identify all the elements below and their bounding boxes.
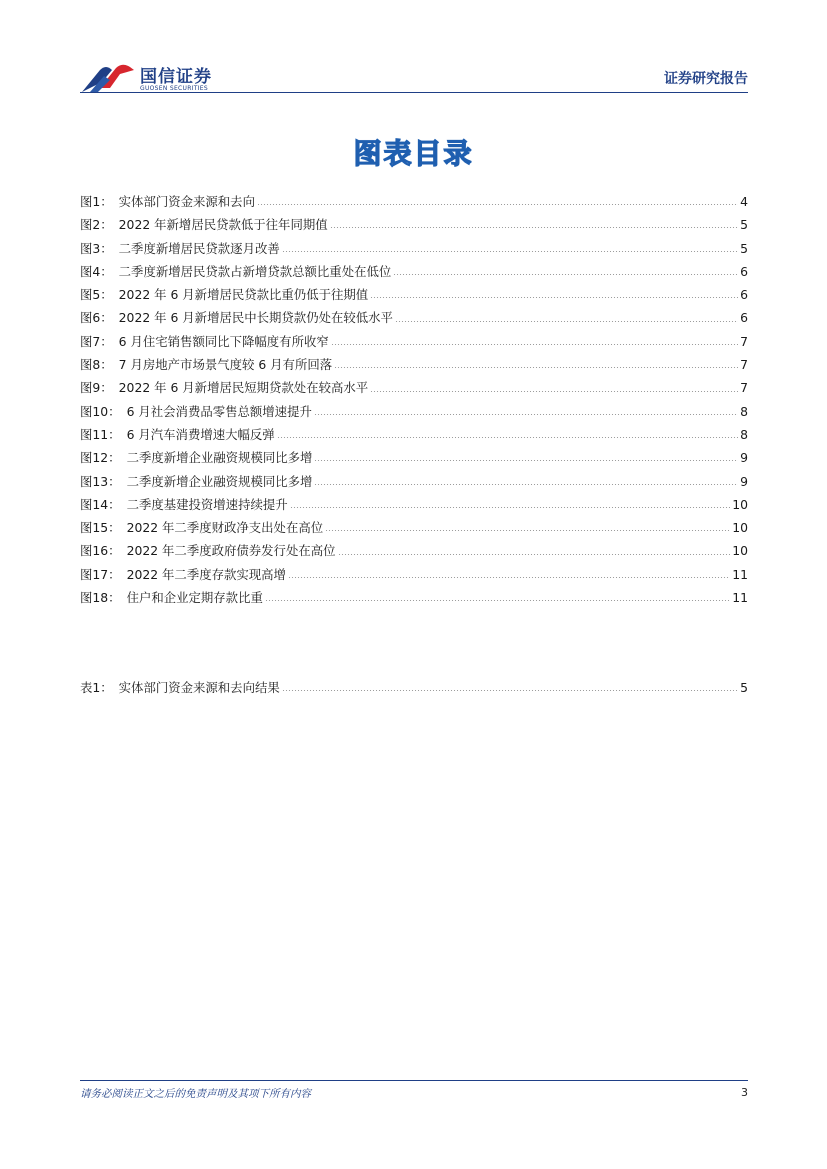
leader-dots: [314, 414, 738, 415]
entry-title: 二季度新增企业融资规模同比多增: [126, 473, 313, 489]
entry-title: 2022 年 6 月新增居民中长期贷款仍处在较低水平: [118, 310, 393, 326]
entry-title: 2022 年二季度存款实现高增: [126, 566, 286, 582]
entry-title: 6 月住宅销售额同比下降幅度有所收窄: [118, 333, 329, 349]
footer-divider: [80, 1080, 748, 1081]
entry-page-number: 7: [740, 333, 748, 349]
entry-title: 二季度基建投资增速持续提升: [126, 496, 288, 512]
leader-dots: [282, 690, 738, 691]
entry-page-number: 10: [732, 496, 748, 512]
leader-dots: [290, 507, 731, 508]
header-divider: [80, 92, 748, 93]
leader-dots: [395, 321, 738, 322]
leader-dots: [334, 367, 738, 368]
entry-title: 二季度新增居民贷款逐月改善: [118, 240, 280, 256]
entry-label: 图6：: [80, 310, 113, 326]
logo-text-cn: 国信证券: [140, 67, 212, 87]
entry-title: 2022 年二季度财政净支出处在高位: [126, 520, 324, 536]
entry-title: 实体部门资金来源和去向结果: [118, 680, 280, 695]
figure-toc-row[interactable]: [80, 376, 748, 399]
leader-dots: [370, 297, 738, 298]
figure-toc-row[interactable]: [80, 190, 748, 213]
entry-page-number: 5: [740, 240, 748, 256]
entry-title: 实体部门资金来源和去向: [118, 194, 255, 209]
leader-dots: [330, 227, 738, 228]
entry-label: 图17：: [80, 566, 121, 582]
leader-dots: [257, 204, 738, 205]
report-type: 证券研究报告: [664, 71, 748, 87]
entry-page-number: 5: [740, 680, 748, 695]
entry-page-number: 6: [740, 310, 748, 326]
leader-dots: [314, 460, 738, 461]
entry-label: 图5：: [80, 287, 113, 303]
page-title: 图表目录: [353, 137, 474, 170]
entry-label: 图2：: [80, 217, 113, 233]
figure-toc-row[interactable]: [80, 493, 748, 516]
entry-title: 6 月社会消费品零售总额增速提升: [126, 403, 312, 419]
entry-label: 图13：: [80, 473, 121, 489]
figure-toc-row[interactable]: [80, 423, 748, 446]
figure-toc-row[interactable]: [80, 446, 748, 469]
entry-title: 6 月汽车消费增速大幅反弹: [126, 426, 275, 442]
table-toc-row[interactable]: [80, 676, 748, 699]
entry-label: 图3：: [80, 240, 113, 256]
leader-dots: [265, 600, 730, 601]
logo-text-en: GUOSEN SECURITIES: [140, 85, 209, 92]
entry-title: 2022 年二季度政府债券发行处在高位: [126, 543, 336, 559]
leader-dots: [288, 577, 730, 578]
entry-page-number: 6: [740, 263, 748, 279]
entry-page-number: 8: [740, 426, 748, 442]
entry-label: 图9：: [80, 380, 113, 396]
entry-title: 7 月房地产市场景气度较 6 月有所回落: [118, 357, 333, 373]
table-list: [80, 676, 748, 699]
figure-list: [80, 190, 748, 609]
entry-page-number: 9: [740, 473, 748, 489]
entry-label: 图4：: [80, 263, 113, 279]
leader-dots: [370, 391, 738, 392]
figure-toc-row[interactable]: [80, 400, 748, 423]
leader-dots: [393, 274, 738, 275]
entry-label: 图16：: [80, 543, 121, 559]
figure-toc-row[interactable]: [80, 237, 748, 260]
figure-toc-row[interactable]: [80, 516, 748, 539]
entry-page-number: 9: [740, 450, 748, 466]
entry-label: 图18：: [80, 590, 121, 606]
entry-label: 图7：: [80, 333, 113, 349]
entry-page-number: 7: [740, 380, 748, 396]
leader-dots: [331, 344, 738, 345]
figure-toc-row[interactable]: [80, 586, 748, 609]
figure-toc-row[interactable]: [80, 283, 748, 306]
entry-page-number: 10: [732, 543, 748, 559]
figure-toc-row[interactable]: [80, 306, 748, 329]
leader-dots: [314, 484, 738, 485]
entry-label: 表1：: [80, 680, 113, 695]
entry-label: 图10：: [80, 403, 121, 419]
entry-page-number: 5: [740, 217, 748, 233]
entry-title: 二季度新增居民贷款占新增贷款总额比重处在低位: [118, 263, 392, 279]
entry-page-number: 4: [740, 194, 748, 209]
entry-page-number: 11: [732, 590, 748, 606]
leader-dots: [338, 554, 731, 555]
entry-title: 2022 年 6 月新增居民短期贷款处在较高水平: [118, 380, 369, 396]
entry-page-number: 7: [740, 357, 748, 373]
entry-page-number: 11: [732, 566, 748, 582]
figure-toc-row[interactable]: [80, 470, 748, 493]
page-number: 3: [741, 1086, 748, 1099]
entry-label: 图11：: [80, 426, 121, 442]
company-logo: [80, 58, 230, 96]
figure-toc-row[interactable]: [80, 213, 748, 236]
figure-toc-row[interactable]: [80, 353, 748, 376]
figure-toc-row[interactable]: [80, 330, 748, 353]
leader-dots: [282, 251, 738, 252]
entry-label: 图12：: [80, 450, 121, 466]
entry-title: 2022 年 6 月新增居民贷款比重仍低于往期值: [118, 287, 369, 303]
entry-label: 图15：: [80, 520, 121, 536]
entry-page-number: 10: [732, 520, 748, 536]
entry-page-number: 8: [740, 403, 748, 419]
entry-page-number: 6: [740, 287, 748, 303]
leader-dots: [325, 530, 730, 531]
entry-title: 2022 年新增居民贷款低于往年同期值: [118, 217, 328, 233]
entry-label: 图8：: [80, 357, 113, 373]
entry-label: 图14：: [80, 496, 121, 512]
figure-toc-row[interactable]: [80, 563, 748, 586]
entry-title: 二季度新增企业融资规模同比多增: [126, 450, 313, 466]
entry-label: 图1：: [80, 194, 113, 209]
entry-title: 住户和企业定期存款比重: [126, 590, 263, 606]
figure-toc-row[interactable]: [80, 260, 748, 283]
leader-dots: [277, 437, 738, 438]
guosen-logo-icon: [80, 58, 136, 96]
footer-disclaimer: 请务必阅读正文之后的免责声明及其项下所有内容: [80, 1088, 311, 1100]
figure-toc-row[interactable]: [80, 539, 748, 562]
